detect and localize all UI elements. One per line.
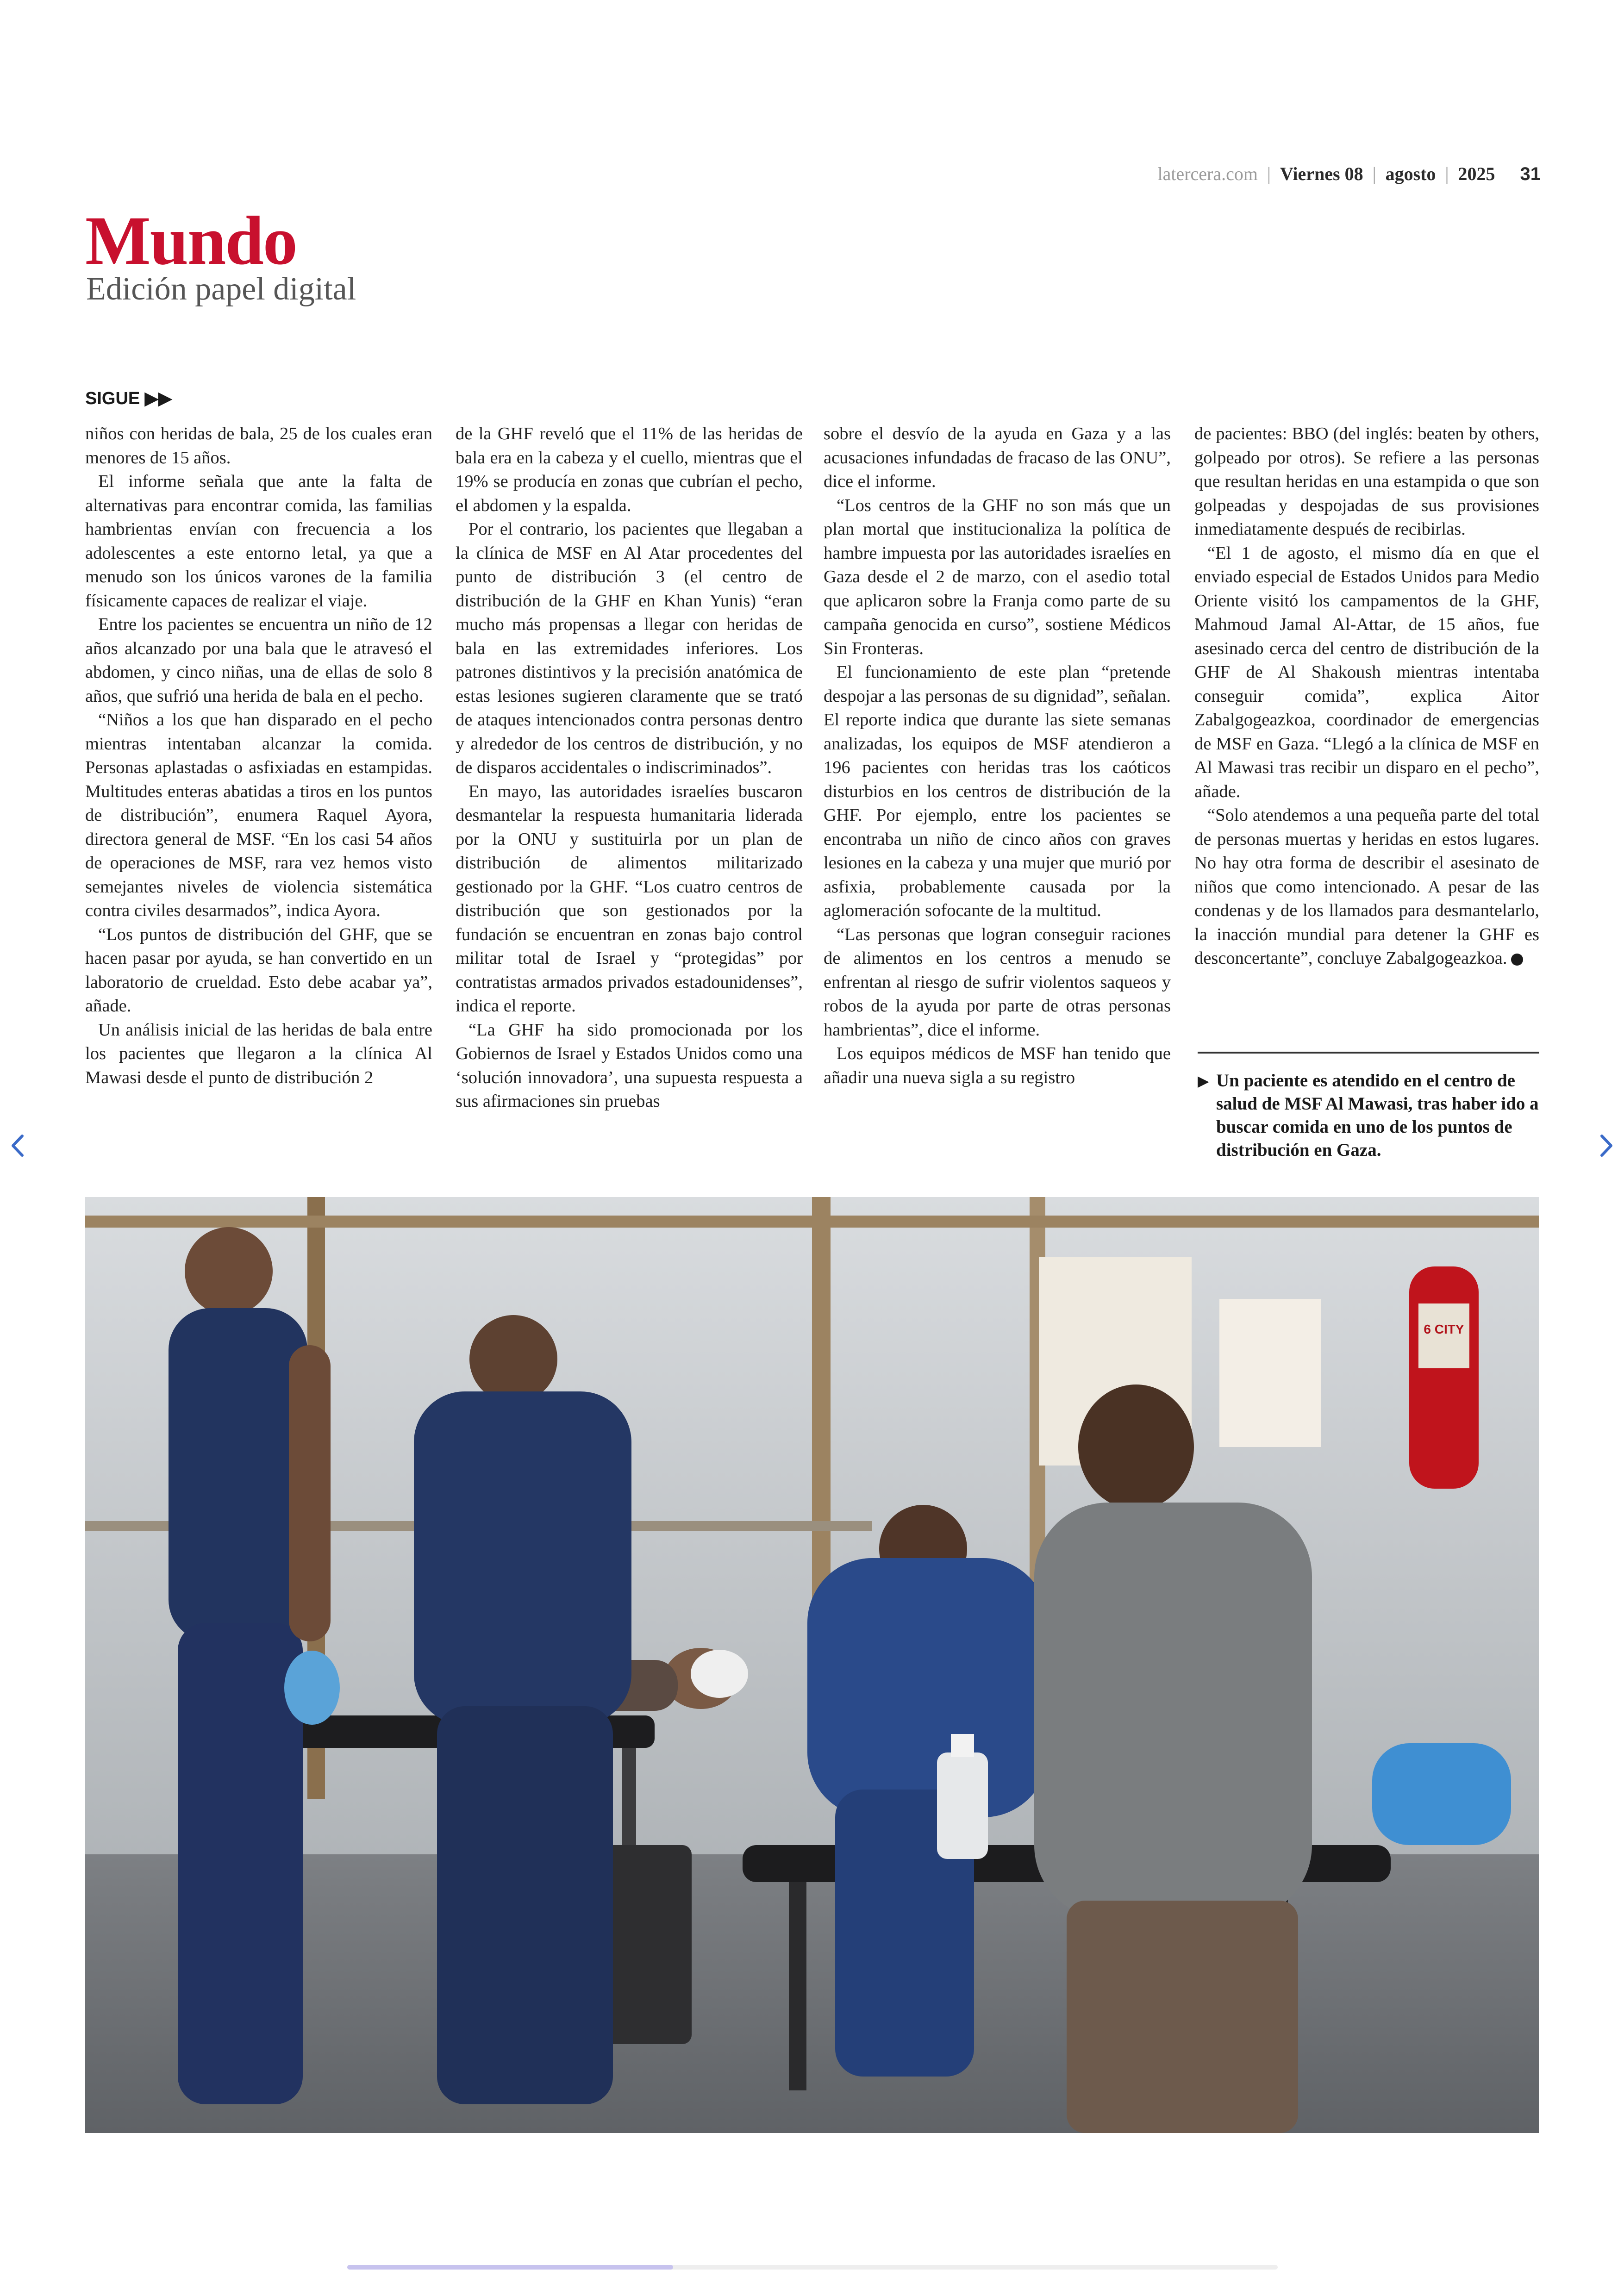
article-column-1 <box>85 422 432 1090</box>
reading-progress-thumb[interactable] <box>347 2265 673 2270</box>
paragraph: de la GHF reveló que el 11% de las heridas de bala era en la cabeza y el cuello, mientras que el 19% se producía en zonas que cubrían el pecho, el abdomen y la espalda. <box>456 424 803 515</box>
paragraph: “Los puntos de distribución del GHF, que se hacen pasar por ayuda, se han convertido en un laboratorio de crueldad. Esto debe acabar ya”, añade. <box>85 924 432 1016</box>
paragraph: sobre el desvío de la ayuda en Gaza y a las acusaciones infundadas de fracaso de las ONU”, dice el informe. <box>824 424 1171 491</box>
article-column-3 <box>824 422 1171 1090</box>
news-photo <box>85 1197 1539 2133</box>
reading-progress-track[interactable] <box>347 2265 1278 2270</box>
date-month: agosto <box>1385 163 1436 184</box>
paragraph-text: “Solo atendemos a una pequeña parte del total de personas muertas y heridas en estos lugares. No hay otra forma de describir el asesinato de niños que como intencionado. A pesar de las condenas y de los llamados para desmantelarlo, la inacción mundial para detener la GHF es desconcertante”, concluye Zabalgogeazkoa. <box>1194 805 1539 968</box>
continues-label: SIGUE ▶▶ <box>85 389 172 408</box>
paragraph: Un análisis inicial de las heridas de bala entre los pacientes que llegaron a la clínica Al Mawasi desde el punto de distribución 2 <box>85 1020 432 1087</box>
photo-caption <box>1198 1069 1540 1162</box>
paragraph: Entre los pacientes se encuentra un niño de 12 años alcanzado por una bala que le atravesó el abdomen, y cinco niñas, una de ellas de solo 8 años, que sufrió una herida de bala en el pecho. <box>85 615 432 706</box>
separator: | <box>1372 163 1376 184</box>
chevron-left-icon <box>6 1129 29 1162</box>
article-column-2 <box>456 422 803 1114</box>
paragraph: El funcionamiento de este plan “pretende despojar a las personas de su dignidad”, señalan. El reporte indica que durante las siete semanas analizadas, los equipos de MSF atendieron a 196 pacientes con heridas tras los caóticos disturbios en los centros de distribución de la GHF. Por ejemplo, entre los pacientes se encontraba un niño de cinco años con graves lesiones en la cabeza y una mujer que murió por asfixia, probablemente causada por la aglomeración sofocante de la multitud. <box>824 662 1171 920</box>
date-weekday: Viernes 08 <box>1280 163 1363 184</box>
chevron-right-icon <box>1595 1129 1618 1162</box>
paragraph: “El 1 de agosto, el mismo día en que el enviado especial de Estados Unidos para Medio Oriente visitó los campamentos de la GHF, Mahmoud Jamal Al-Attar, de 15 años, fue asesinado cerca del centro de distribución de la GHF de Al Shakoush mientras intentaba conseguir comida”, explica Aitor Zabalgogeazkoa, coordinador de emergencias de MSF en Gaza. “Llegó a la clínica de MSF en Al Mawasi tras recibir un disparo en el pecho”, añade. <box>1194 543 1539 801</box>
previous-page-button[interactable] <box>6 1129 29 1162</box>
separator: | <box>1445 163 1449 184</box>
paragraph: “Las personas que logran conseguir raciones de alimentos en los centros a menudo se enfrentan al riesgo de sufrir violentos saqueos y robos de la ayuda por parte de otras personas hambrientas”, dice el informe. <box>824 924 1171 1040</box>
page-number: 31 <box>1520 164 1541 184</box>
page-header <box>1157 163 1541 185</box>
paragraph: Por el contrario, los pacientes que llegaban a la clínica de MSF en Al Atar procedentes del punto de distribución 3 (el centro de distribución de la GHF en Khan Yunis) “eran mucho más propensas a llegar con heridas de bala en las extremidades inferiores. Los patrones distintivos y la precisión anatómica de estas lesiones sugieren claramente que se trató de ataques intencionados contra personas dentro y alrededor de los centros de distribución, y no de disparos accidentales o indiscriminados”. <box>456 519 803 777</box>
extinguisher-label: 6 CITY <box>1424 1322 1464 1336</box>
paragraph-final <box>1194 804 1539 971</box>
article-column-4 <box>1194 422 1539 971</box>
paragraph: Los equipos médicos de MSF han tenido que añadir una nueva sigla a su registro <box>824 1044 1171 1087</box>
paragraph: niños con heridas de bala, 25 de los cuales eran menores de 15 años. <box>85 424 432 468</box>
date-year: 2025 <box>1458 163 1495 184</box>
next-page-button[interactable] <box>1595 1129 1618 1162</box>
section-title: Mundo <box>85 202 297 279</box>
paragraph: “La GHF ha sido promocionada por los Gobiernos de Israel y Estados Unidos como una ‘solución innovadora’, una supuesta respuesta a sus afirmaciones sin pruebas <box>456 1020 803 1111</box>
paragraph: El informe señala que ante la falta de alternativas para encontrar comida, las familias hambrientas envían con frecuencia a los adolescentes a este entorno letal, ya que a menudo son los únicos varones de la familia físicamente capaces de realizar el viaje. <box>85 472 432 611</box>
paragraph: “Niños a los que han disparado en el pecho mientras intentaban alcanzar la comida. Personas aplastadas o asfixiadas en estampidas. Multitudes enteras abatidas a tiros en los puntos de distribución”, enumera Raquel Ayora, directora general de MSF. “En los casi 54 años de operaciones de MSF, rara vez hemos visto semejantes niveles de violencia sistemática contra civiles desarmados”, indica Ayora. <box>85 710 432 920</box>
caption-divider <box>1198 1052 1539 1054</box>
paragraph: de pacientes: BBO (del inglés: beaten by others, golpeado por otros). Se refiere a las personas que resultan heridas en una estampida o que son golpeadas y despojadas de sus provisiones inmediatamente después de recibirlas. <box>1194 424 1539 539</box>
section-subtitle: Edición papel digital <box>86 271 356 307</box>
end-of-article-dot-icon <box>1511 954 1523 966</box>
paragraph: “Los centros de la GHF no son más que un plan mortal que institucionaliza la política de hambre impuesta por las autoridades israelíes en Gaza desde el 2 de marzo, con el asedio total que aplicaron sobre la Franja como parte de su campaña genocida en curso”, sostiene Médicos Sin Fronteras. <box>824 495 1171 658</box>
caption-text: Un paciente es atendido en el centro de salud de MSF Al Mawasi, tras haber ido a buscar comida en uno de los puntos de distribución en Gaza. <box>1216 1071 1539 1160</box>
paragraph: En mayo, las autoridades israelíes buscaron desmantelar la respuesta humanitaria liderada por la ONU y sustituirla por un plan de distribución de alimentos militarizado gestionado por la GHF. “Los cuatro centros de distribución que son gestionados por la fundación se encuentran en zonas bajo control militar total de Israel y “protegidas” por contratistas armados privados estadounidenses”, indica el reporte. <box>456 781 803 1016</box>
separator: | <box>1267 163 1271 184</box>
caption-marker-icon: ▶ <box>1198 1073 1209 1089</box>
site-name: latercera.com <box>1157 163 1258 184</box>
